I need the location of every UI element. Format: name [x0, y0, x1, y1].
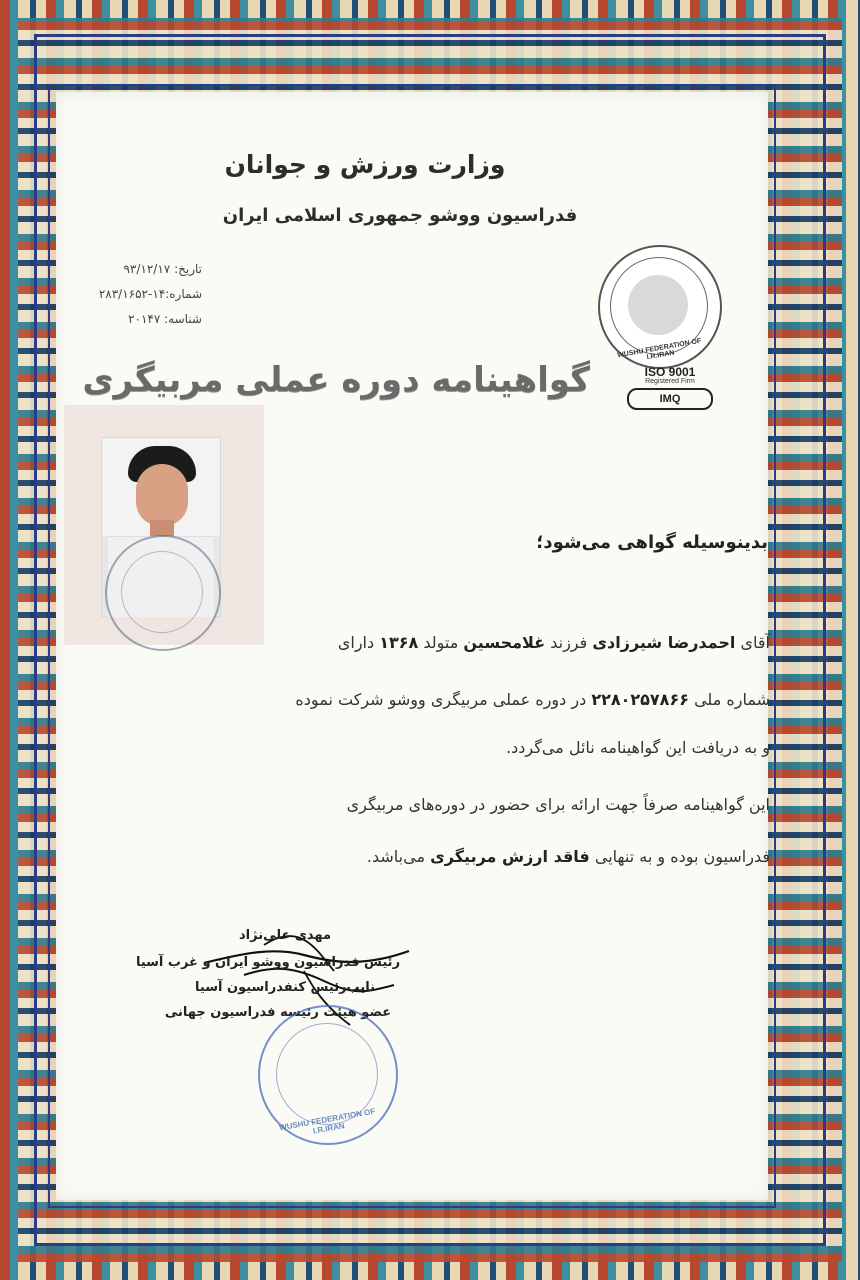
- signatory-role-2: نایب‌رئیس کنفدراسیون آسیا: [195, 980, 375, 995]
- meta-date: تاریخ: ۹۳/۱۲/۱۷: [123, 262, 202, 276]
- iso-mark: ISO 9001 Registered Firm IMQ: [615, 365, 725, 410]
- signatory-role-3: عضو هیئت رئیسه فدراسیون جهانی: [164, 1005, 392, 1020]
- certificate-heading: بدینوسیله گواهی می‌شود؛: [536, 532, 768, 553]
- federation-logo: WUSHU FEDERATION OF I.R.IRAN: [598, 245, 722, 369]
- no-value-note: فاقد ارزش مربیگری: [430, 847, 590, 866]
- federation-title: فدراسیون ووشو جمهوری اسلامی ایران: [222, 205, 578, 226]
- federation-stamp: WUSHU FEDERATION OF I.R.IRAN: [258, 1005, 398, 1145]
- body-line-5: فدراسیون بوده و به تنهایی فاقد ارزش مربیگری می‌باشد.: [366, 847, 770, 866]
- ministry-title: وزارت ورزش و جوانان: [224, 150, 506, 179]
- certificate-title: گواهینامه دوره عملی مربیگری: [82, 360, 590, 400]
- meta-number: شماره:۱۴-۲۸۳/۱۶۵۲: [98, 287, 202, 301]
- national-id: ۲۲۸۰۲۵۷۸۶۶: [591, 690, 689, 709]
- body-line-1: آقای احمدرضا شیرزادی فرزند غلامحسین متولد ۱۳۶۸ دارای: [337, 633, 770, 652]
- father-name: غلامحسین: [463, 633, 546, 652]
- signatory-role-1: رئیس فدراسیون ووشو ایران و غرب آسیا: [135, 955, 401, 970]
- body-line-2: شماره ملی ۲۲۸۰۲۵۷۸۶۶ در دوره عملی مربیگری ووشو شرکت نموده: [295, 690, 770, 709]
- meta-id: شناسه: ۲۰۱۴۷: [128, 312, 202, 326]
- birth-year: ۱۳۶۸: [379, 633, 419, 652]
- body-line-4: این گواهینامه صرفاً جهت ارائه برای حضور در دوره‌های مربیگری: [346, 795, 770, 814]
- signatory-name: مهدی علی‌نژاد: [238, 928, 331, 943]
- recipient-name: احمدرضا شیرزادی: [592, 633, 736, 652]
- body-line-3: و به دریافت این گواهینامه نائل می‌گردد.: [506, 738, 770, 757]
